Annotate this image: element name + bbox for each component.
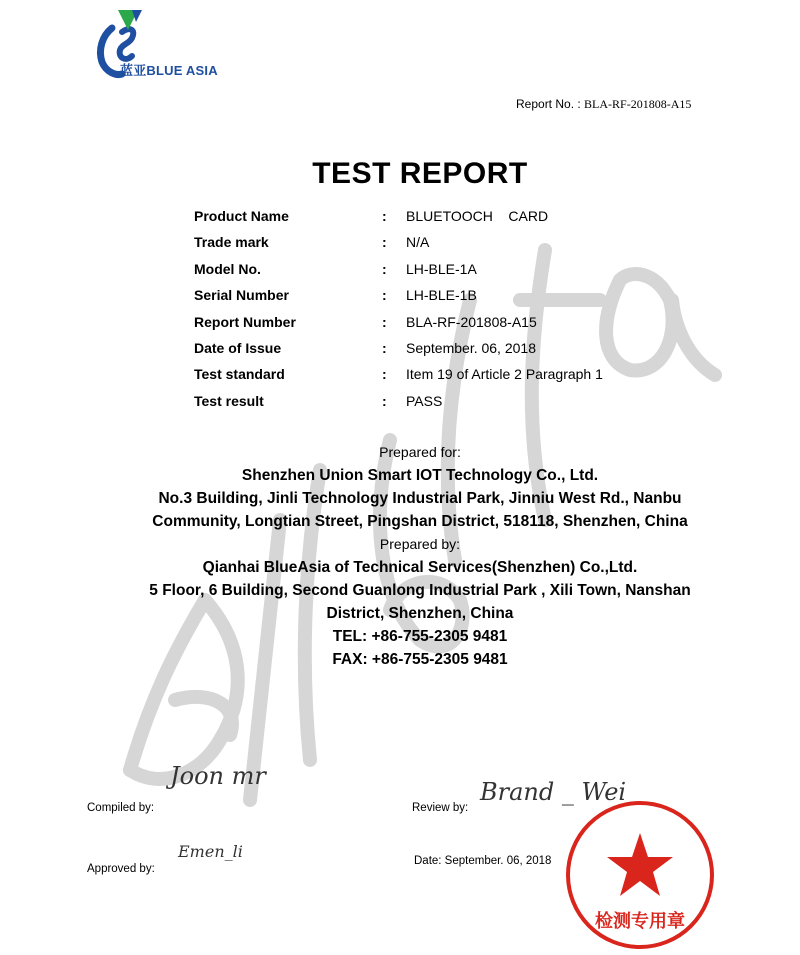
prepared-for-label: Prepared for: bbox=[379, 444, 461, 460]
compiled-by-label: Compiled by: bbox=[87, 802, 155, 814]
field-label: Test standard bbox=[194, 366, 285, 383]
prepared-section bbox=[0, 441, 800, 671]
review-signature: Brand _ Wei bbox=[480, 778, 627, 806]
field-value: BLUETOOCH CARD bbox=[406, 208, 549, 224]
approved-signature: Emen_li bbox=[178, 842, 243, 861]
lab-company: Qianhai BlueAsia of Technical Services(Shenzhen) Co.,Ltd. bbox=[202, 559, 638, 576]
issue-date: Date: September. 06, 2018 bbox=[414, 855, 552, 867]
field-colon: : bbox=[382, 234, 387, 251]
field-label: Serial Number bbox=[194, 287, 289, 304]
lab-tel: TEL: +86-755-2305 9481 bbox=[332, 628, 508, 645]
field-value: BLA-RF-201808-A15 bbox=[406, 313, 537, 330]
field-value: N/A bbox=[406, 234, 430, 251]
report-number-label: Report No. : bbox=[516, 97, 585, 111]
client-address-line2: Community, Longtian Street, Pingshan District, 518118, Shenzhen, China bbox=[152, 513, 688, 530]
review-by-label: Review by: bbox=[412, 802, 469, 814]
field-label: Product Name bbox=[194, 208, 289, 224]
field-label: Report Number bbox=[194, 313, 296, 330]
field-value: PASS bbox=[406, 392, 443, 409]
page-title: TEST REPORT bbox=[312, 157, 528, 190]
field-colon: : bbox=[382, 287, 387, 304]
company-seal bbox=[560, 795, 720, 955]
field-label: Model No. bbox=[194, 260, 261, 277]
field-colon: : bbox=[382, 313, 387, 330]
field-colon: : bbox=[382, 392, 387, 409]
field-value: LH-BLE-1B bbox=[406, 287, 477, 304]
report-number bbox=[516, 97, 691, 112]
field-colon: : bbox=[382, 208, 387, 224]
lab-address-line2: District, Shenzhen, China bbox=[326, 605, 514, 622]
field-label: Test result bbox=[194, 392, 264, 409]
approved-by-label: Approved by: bbox=[87, 863, 155, 875]
lab-address-line1: 5 Floor, 6 Building, Second Guanlong Industrial Park , Xili Town, Nanshan bbox=[149, 582, 691, 599]
field-label: Trade mark bbox=[194, 234, 269, 251]
report-number-value: BLA-RF-201808-A15 bbox=[584, 97, 692, 111]
client-company: Shenzhen Union Smart IOT Technology Co., Ltd. bbox=[241, 467, 599, 484]
field-value: LH-BLE-1A bbox=[406, 260, 477, 277]
field-colon: : bbox=[382, 260, 387, 277]
seal-text: 检测专用章 bbox=[595, 911, 685, 932]
field-label: Date of Issue bbox=[194, 339, 282, 356]
compiled-signature: Joon mr bbox=[170, 762, 266, 790]
client-address-line1: No.3 Building, Jinli Technology Industrial Park, Jinniu West Rd., Nanbu bbox=[158, 490, 682, 507]
lab-fax: FAX: +86-755-2305 9481 bbox=[332, 651, 508, 668]
field-colon: : bbox=[382, 366, 387, 383]
logo-text: 蓝亚BLUE ASIA bbox=[120, 63, 218, 78]
field-colon: : bbox=[382, 339, 387, 356]
field-value: September. 06, 2018 bbox=[406, 339, 536, 356]
prepared-by-label: Prepared by: bbox=[379, 536, 461, 552]
field-value: Item 19 of Article 2 Paragraph 1 bbox=[406, 366, 603, 383]
